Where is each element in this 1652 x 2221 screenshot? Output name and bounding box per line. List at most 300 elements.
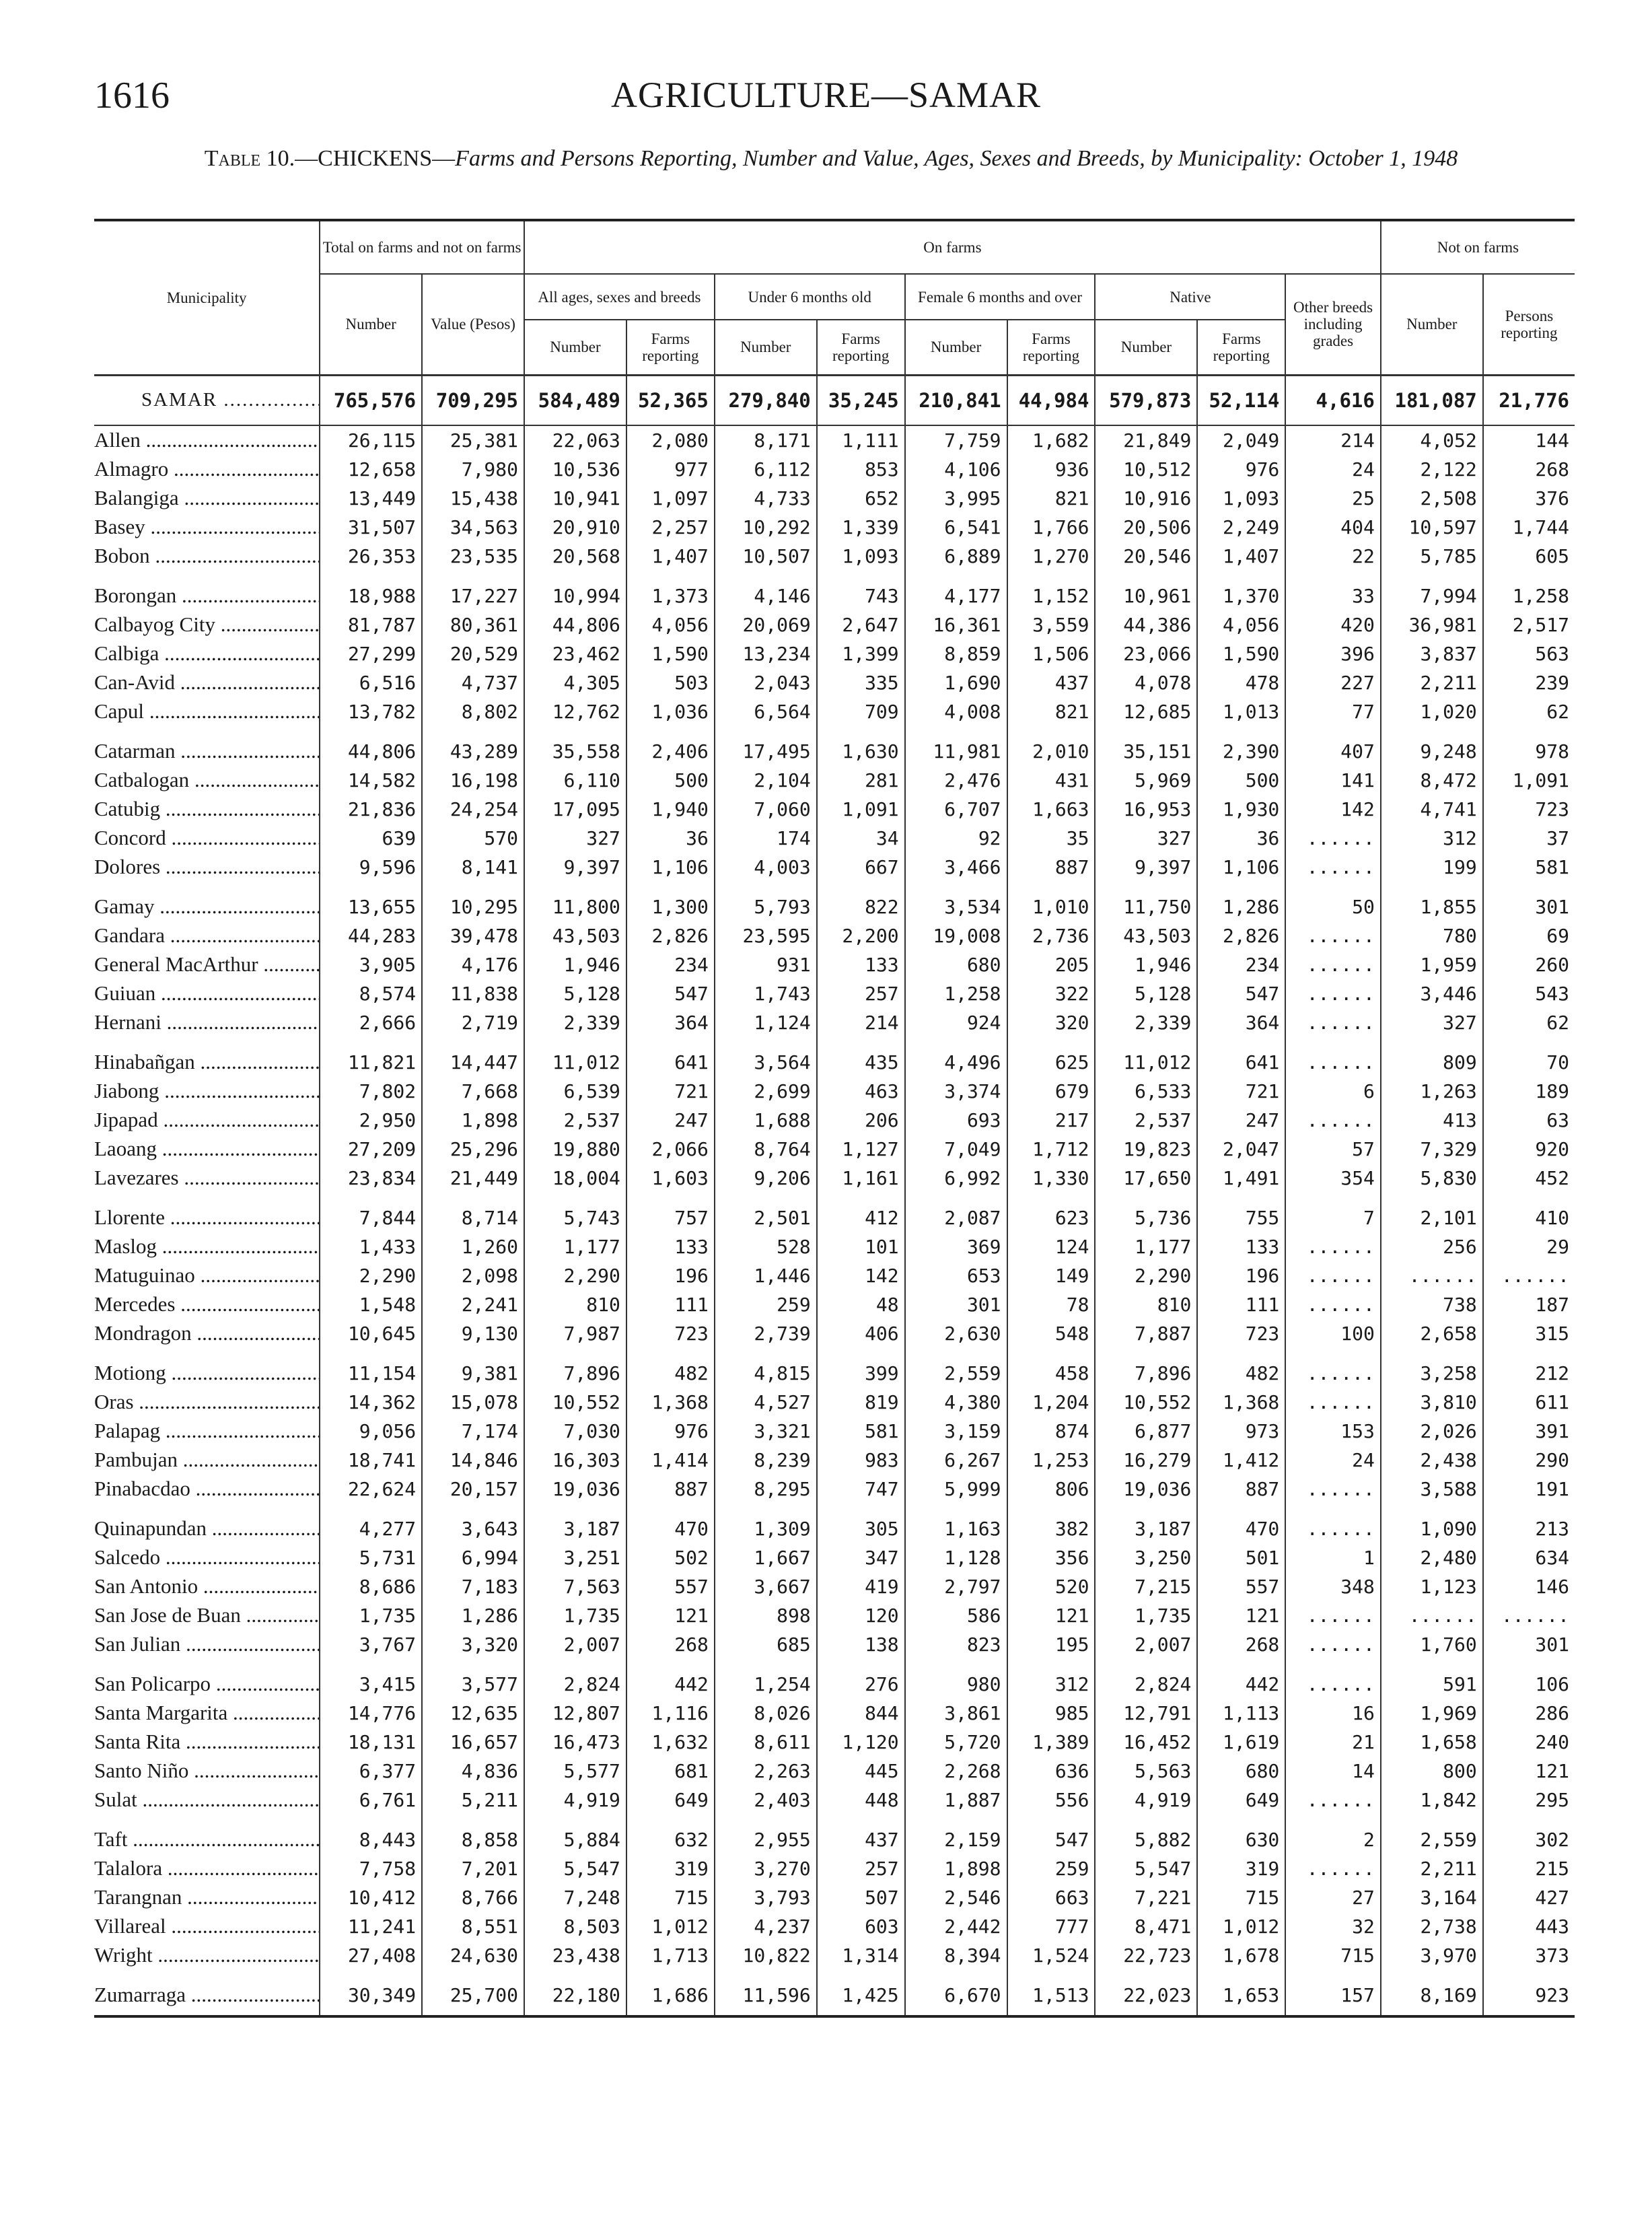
cell-total-number: 18,741 [320, 1446, 422, 1475]
cell-total-value: 23,535 [422, 542, 524, 571]
cell-under6-farms: 983 [817, 1446, 905, 1475]
cell-municipality: Lavezares ..... [94, 1164, 320, 1193]
cell-municipality: Balangiga ..... [94, 484, 320, 513]
cell-all-ages-number: 1,735 [524, 1601, 626, 1630]
cell-female6-number: 586 [905, 1601, 1007, 1630]
cell-under6-farms: 1,630 [817, 726, 905, 766]
cell-native-number: 16,953 [1095, 795, 1197, 824]
cell-under6-farms: 1,091 [817, 795, 905, 824]
table-row [94, 1475, 1575, 1504]
page-title: AGRICULTURE—SAMAR [610, 75, 1042, 115]
cell-total-value: 1,260 [422, 1232, 524, 1261]
cell-under6-farms: 48 [817, 1290, 905, 1319]
cell-total-number: 6,516 [320, 668, 422, 697]
cell-under6-number: 259 [715, 1290, 817, 1319]
cell-other-breeds: ...... [1285, 1786, 1381, 1814]
chickens-table-container [94, 219, 1575, 2018]
cell-municipality: Matuguinao ..... [94, 1261, 320, 1290]
table-row [94, 882, 1575, 921]
cell-not-on-farms-number: 9,248 [1381, 726, 1483, 766]
cell-female6-farms: 44,984 [1007, 375, 1096, 425]
cell-all-ages-farms: 1,407 [626, 542, 715, 571]
cell-all-ages-farms: 757 [626, 1193, 715, 1232]
cell-total-number: 10,645 [320, 1319, 422, 1348]
cell-total-value: 10,295 [422, 882, 524, 921]
cell-total-number: 9,056 [320, 1417, 422, 1446]
cell-other-breeds: 22 [1285, 542, 1381, 571]
table-row [94, 1348, 1575, 1388]
cell-municipality: Talalora ..... [94, 1854, 320, 1883]
table-row [94, 1601, 1575, 1630]
cell-total-number: 44,806 [320, 726, 422, 766]
cell-all-ages-farms: 977 [626, 455, 715, 484]
cell-all-ages-number: 7,030 [524, 1417, 626, 1446]
cell-under6-number: 4,815 [715, 1348, 817, 1388]
cell-under6-farms: 1,314 [817, 1941, 905, 1970]
cell-not-on-farms-number: 7,994 [1381, 571, 1483, 610]
cell-female6-farms: 985 [1007, 1699, 1096, 1728]
cell-not-on-farms-number: 1,658 [1381, 1728, 1483, 1757]
cell-all-ages-farms: 111 [626, 1290, 715, 1319]
table-row [94, 1786, 1575, 1814]
cell-all-ages-number: 10,536 [524, 455, 626, 484]
cell-persons-reporting: 581 [1483, 853, 1575, 882]
cell-persons-reporting: 63 [1483, 1106, 1575, 1135]
cell-under6-farms: 101 [817, 1232, 905, 1261]
cell-all-ages-farms: 641 [626, 1037, 715, 1077]
cell-total-number: 2,666 [320, 1008, 422, 1037]
cell-female6-number: 3,995 [905, 484, 1007, 513]
cell-total-number: 8,686 [320, 1572, 422, 1601]
cell-native-number: 35,151 [1095, 726, 1197, 766]
cell-municipality: San Jose de Buan ..... [94, 1601, 320, 1630]
cell-total-value: 15,438 [422, 484, 524, 513]
cell-native-number: 3,250 [1095, 1543, 1197, 1572]
cell-native-number: 5,969 [1095, 766, 1197, 795]
cell-native-farms: 196 [1197, 1261, 1285, 1290]
cell-female6-number: 2,087 [905, 1193, 1007, 1232]
cell-persons-reporting: 121 [1483, 1757, 1575, 1786]
table-row [94, 1077, 1575, 1106]
cell-all-ages-farms: 442 [626, 1659, 715, 1699]
cell-other-breeds: ...... [1285, 1475, 1381, 1504]
cell-total-value: 1,286 [422, 1601, 524, 1630]
cell-under6-farms: 747 [817, 1475, 905, 1504]
cell-native-number: 8,471 [1095, 1912, 1197, 1941]
cell-not-on-farms-number: 8,169 [1381, 1970, 1483, 2016]
header-female-6-farms: Farms reporting [1007, 320, 1096, 375]
cell-total-value: 2,241 [422, 1290, 524, 1319]
cell-all-ages-farms: 2,066 [626, 1135, 715, 1164]
cell-municipality: San Antonio ..... [94, 1572, 320, 1601]
cell-municipality: Laoang ..... [94, 1135, 320, 1164]
cell-all-ages-farms: 887 [626, 1475, 715, 1504]
cell-municipality: Oras ..... [94, 1388, 320, 1417]
cell-female6-farms: 936 [1007, 455, 1096, 484]
cell-native-number: 12,685 [1095, 697, 1197, 726]
cell-persons-reporting: 240 [1483, 1728, 1575, 1757]
cell-total-number: 13,782 [320, 697, 422, 726]
cell-all-ages-farms: 721 [626, 1077, 715, 1106]
table-row [94, 1135, 1575, 1164]
cell-persons-reporting: 723 [1483, 795, 1575, 824]
cell-native-number: 7,887 [1095, 1319, 1197, 1348]
cell-persons-reporting: 427 [1483, 1883, 1575, 1912]
cell-all-ages-farms: 121 [626, 1601, 715, 1630]
cell-total-value: 25,381 [422, 425, 524, 455]
cell-under6-number: 1,309 [715, 1504, 817, 1543]
cell-native-number: 579,873 [1095, 375, 1197, 425]
cell-total-number: 44,283 [320, 921, 422, 950]
cell-total-number: 1,548 [320, 1290, 422, 1319]
cell-under6-number: 1,688 [715, 1106, 817, 1135]
cell-native-farms: 715 [1197, 1883, 1285, 1912]
cell-female6-number: 5,999 [905, 1475, 1007, 1504]
cell-not-on-farms-number: 413 [1381, 1106, 1483, 1135]
cell-female6-farms: 1,513 [1007, 1970, 1096, 2016]
cell-under6-farms: 819 [817, 1388, 905, 1417]
cell-female6-number: 2,442 [905, 1912, 1007, 1941]
cell-under6-farms: 1,111 [817, 425, 905, 455]
cell-other-breeds: 27 [1285, 1883, 1381, 1912]
cell-other-breeds: ...... [1285, 1388, 1381, 1417]
cell-persons-reporting: 191 [1483, 1475, 1575, 1504]
table-row [94, 795, 1575, 824]
cell-female6-number: 1,128 [905, 1543, 1007, 1572]
cell-under6-number: 2,104 [715, 766, 817, 795]
cell-under6-number: 11,596 [715, 1970, 817, 2016]
cell-native-farms: 36 [1197, 824, 1285, 853]
cell-female6-farms: 356 [1007, 1543, 1096, 1572]
cell-under6-number: 10,292 [715, 513, 817, 542]
cell-not-on-farms-number: 181,087 [1381, 375, 1483, 425]
cell-native-number: 810 [1095, 1290, 1197, 1319]
cell-not-on-farms-number: 2,211 [1381, 668, 1483, 697]
cell-persons-reporting: 69 [1483, 921, 1575, 950]
cell-all-ages-number: 2,339 [524, 1008, 626, 1037]
cell-municipality: Santa Rita ..... [94, 1728, 320, 1757]
header-total-group: Total on farms and not on farms [320, 220, 524, 274]
cell-under6-farms: 1,161 [817, 1164, 905, 1193]
cell-total-number: 13,449 [320, 484, 422, 513]
cell-not-on-farms-number: 2,122 [1381, 455, 1483, 484]
cell-not-on-farms-number: 199 [1381, 853, 1483, 882]
cell-native-number: 12,791 [1095, 1699, 1197, 1728]
cell-other-breeds: 21 [1285, 1728, 1381, 1757]
cell-persons-reporting: 302 [1483, 1814, 1575, 1854]
cell-municipality: Catubig ..... [94, 795, 320, 824]
table-row [94, 1757, 1575, 1786]
cell-persons-reporting: 290 [1483, 1446, 1575, 1475]
cell-total-number: 6,377 [320, 1757, 422, 1786]
cell-native-farms: 133 [1197, 1232, 1285, 1261]
cell-total-value: 8,858 [422, 1814, 524, 1854]
cell-native-farms: 547 [1197, 979, 1285, 1008]
table-row-total [94, 375, 1575, 425]
cell-total-value: 5,211 [422, 1786, 524, 1814]
cell-native-number: 5,563 [1095, 1757, 1197, 1786]
cell-persons-reporting: 260 [1483, 950, 1575, 979]
table-row [94, 1659, 1575, 1699]
cell-native-farms: 52,114 [1197, 375, 1285, 425]
cell-total-number: 765,576 [320, 375, 422, 425]
cell-total-value: 12,635 [422, 1699, 524, 1728]
cell-female6-number: 369 [905, 1232, 1007, 1261]
cell-persons-reporting: 2,517 [1483, 610, 1575, 639]
cell-other-breeds: ...... [1285, 1008, 1381, 1037]
cell-female6-farms: 1,270 [1007, 542, 1096, 571]
cell-female6-farms: 1,663 [1007, 795, 1096, 824]
cell-other-breeds: ...... [1285, 853, 1381, 882]
cell-native-number: 20,546 [1095, 542, 1197, 571]
table-row [94, 1193, 1575, 1232]
cell-all-ages-number: 810 [524, 1290, 626, 1319]
cell-female6-number: 16,361 [905, 610, 1007, 639]
cell-not-on-farms-number: 1,020 [1381, 697, 1483, 726]
cell-native-number: 5,547 [1095, 1854, 1197, 1883]
header-total-number: Number [320, 274, 422, 375]
cell-not-on-farms-number: 256 [1381, 1232, 1483, 1261]
table-row [94, 1164, 1575, 1193]
cell-municipality: Concord ..... [94, 824, 320, 853]
cell-under6-number: 4,527 [715, 1388, 817, 1417]
cell-all-ages-number: 7,563 [524, 1572, 626, 1601]
cell-native-farms: 1,113 [1197, 1699, 1285, 1728]
cell-persons-reporting: 37 [1483, 824, 1575, 853]
cell-native-number: 19,036 [1095, 1475, 1197, 1504]
cell-not-on-farms-number: 2,438 [1381, 1446, 1483, 1475]
cell-municipality: Dolores ..... [94, 853, 320, 882]
cell-total-value: 4,737 [422, 668, 524, 697]
cell-all-ages-number: 3,251 [524, 1543, 626, 1572]
cell-total-number: 7,758 [320, 1854, 422, 1883]
cell-municipality: Motiong ..... [94, 1348, 320, 1388]
table-row [94, 1728, 1575, 1757]
cell-under6-farms: 853 [817, 455, 905, 484]
cell-native-farms: 4,056 [1197, 610, 1285, 639]
table-row [94, 979, 1575, 1008]
cell-all-ages-number: 7,987 [524, 1319, 626, 1348]
cell-total-number: 2,950 [320, 1106, 422, 1135]
table-row [94, 1970, 1575, 2016]
cell-other-breeds: 214 [1285, 425, 1381, 455]
cell-municipality: Calbiga ..... [94, 639, 320, 668]
cell-not-on-farms-number: 5,785 [1381, 542, 1483, 571]
cell-female6-farms: 1,524 [1007, 1941, 1096, 1970]
cell-total-value: 4,176 [422, 950, 524, 979]
cell-native-farms: 1,368 [1197, 1388, 1285, 1417]
header-under-6-months: Under 6 months old [715, 274, 905, 320]
cell-native-farms: 500 [1197, 766, 1285, 795]
cell-under6-farms: 603 [817, 1912, 905, 1941]
cell-female6-number: 4,496 [905, 1037, 1007, 1077]
cell-native-number: 21,849 [1095, 425, 1197, 455]
cell-female6-number: 2,268 [905, 1757, 1007, 1786]
cell-native-farms: 2,047 [1197, 1135, 1285, 1164]
cell-all-ages-number: 8,503 [524, 1912, 626, 1941]
cell-female6-number: 1,258 [905, 979, 1007, 1008]
table-row [94, 455, 1575, 484]
cell-total-value: 24,630 [422, 1941, 524, 1970]
cell-native-farms: 121 [1197, 1601, 1285, 1630]
cell-total-value: 709,295 [422, 375, 524, 425]
cell-not-on-farms-number: 780 [1381, 921, 1483, 950]
cell-not-on-farms-number: 10,597 [1381, 513, 1483, 542]
cell-municipality: Allen ..... [94, 425, 320, 455]
cell-female6-number: 2,546 [905, 1883, 1007, 1912]
cell-under6-number: 3,793 [715, 1883, 817, 1912]
cell-persons-reporting: ...... [1483, 1601, 1575, 1630]
cell-other-breeds: ...... [1285, 1348, 1381, 1388]
cell-under6-farms: 120 [817, 1601, 905, 1630]
cell-all-ages-number: 2,824 [524, 1659, 626, 1699]
cell-female6-number: 4,380 [905, 1388, 1007, 1417]
cell-total-number: 18,131 [320, 1728, 422, 1757]
cell-female6-number: 6,707 [905, 795, 1007, 824]
cell-other-breeds: 407 [1285, 726, 1381, 766]
cell-all-ages-farms: 2,826 [626, 921, 715, 950]
cell-female6-number: 680 [905, 950, 1007, 979]
cell-under6-number: 7,060 [715, 795, 817, 824]
cell-not-on-farms-number: 36,981 [1381, 610, 1483, 639]
cell-under6-farms: 652 [817, 484, 905, 513]
cell-all-ages-number: 7,896 [524, 1348, 626, 1388]
cell-native-farms: 630 [1197, 1814, 1285, 1854]
cell-under6-farms: 335 [817, 668, 905, 697]
cell-persons-reporting: 70 [1483, 1037, 1575, 1077]
cell-other-breeds: 153 [1285, 1417, 1381, 1446]
cell-female6-farms: 2,010 [1007, 726, 1096, 766]
table-row [94, 571, 1575, 610]
cell-native-farms: 649 [1197, 1786, 1285, 1814]
header-municipality: Municipality [94, 220, 320, 375]
cell-municipality: Sulat ..... [94, 1786, 320, 1814]
cell-under6-number: 23,595 [715, 921, 817, 950]
cell-total-value: 7,174 [422, 1417, 524, 1446]
cell-native-farms: 1,930 [1197, 795, 1285, 824]
cell-total-value: 16,657 [422, 1728, 524, 1757]
cell-municipality: Guiuan ..... [94, 979, 320, 1008]
cell-female6-farms: 556 [1007, 1786, 1096, 1814]
cell-under6-number: 13,234 [715, 639, 817, 668]
cell-not-on-farms-number: 2,508 [1381, 484, 1483, 513]
cell-not-on-farms-number: 1,855 [1381, 882, 1483, 921]
cell-total-number: 5,731 [320, 1543, 422, 1572]
cell-persons-reporting: 295 [1483, 1786, 1575, 1814]
header-all-ages-number: Number [524, 320, 626, 375]
table-row [94, 1941, 1575, 1970]
cell-total-value: 34,563 [422, 513, 524, 542]
table-row [94, 1543, 1575, 1572]
cell-all-ages-farms: 1,632 [626, 1728, 715, 1757]
cell-all-ages-number: 17,095 [524, 795, 626, 824]
cell-under6-farms: 1,425 [817, 1970, 905, 2016]
cell-all-ages-farms: 470 [626, 1504, 715, 1543]
table-row [94, 1008, 1575, 1037]
cell-native-farms: 1,653 [1197, 1970, 1285, 2016]
cell-other-breeds: ...... [1285, 1630, 1381, 1659]
cell-under6-farms: 581 [817, 1417, 905, 1446]
cell-female6-farms: 874 [1007, 1417, 1096, 1446]
cell-other-breeds: 25 [1285, 484, 1381, 513]
cell-all-ages-farms: 1,097 [626, 484, 715, 513]
cell-female6-number: 7,759 [905, 425, 1007, 455]
cell-other-breeds: 420 [1285, 610, 1381, 639]
cell-not-on-farms-number: 1,969 [1381, 1699, 1483, 1728]
cell-not-on-farms-number: 591 [1381, 1659, 1483, 1699]
table-row [94, 542, 1575, 571]
table-row [94, 921, 1575, 950]
cell-all-ages-farms: 234 [626, 950, 715, 979]
cell-total-value: 43,289 [422, 726, 524, 766]
cell-all-ages-farms: 1,300 [626, 882, 715, 921]
cell-persons-reporting: 634 [1483, 1543, 1575, 1572]
cell-under6-farms: 133 [817, 950, 905, 979]
cell-under6-number: 174 [715, 824, 817, 853]
cell-municipality: Borongan ..... [94, 571, 320, 610]
cell-all-ages-farms: 502 [626, 1543, 715, 1572]
cell-native-farms: 2,049 [1197, 425, 1285, 455]
cell-municipality: San Julian ..... [94, 1630, 320, 1659]
cell-persons-reporting: 286 [1483, 1699, 1575, 1728]
cell-female6-number: 6,267 [905, 1446, 1007, 1475]
cell-not-on-farms-number: 809 [1381, 1037, 1483, 1077]
cell-all-ages-number: 35,558 [524, 726, 626, 766]
cell-native-number: 6,533 [1095, 1077, 1197, 1106]
cell-other-breeds: ...... [1285, 1504, 1381, 1543]
caption-lead: Table 10.—CHICKENS— [204, 146, 456, 171]
cell-total-number: 9,596 [320, 853, 422, 882]
cell-under6-farms: 507 [817, 1883, 905, 1912]
cell-persons-reporting: 213 [1483, 1504, 1575, 1543]
cell-female6-farms: 1,253 [1007, 1446, 1096, 1475]
page-number: 1616 [94, 75, 170, 116]
cell-under6-farms: 412 [817, 1193, 905, 1232]
cell-other-breeds: ...... [1285, 921, 1381, 950]
cell-all-ages-farms: 1,116 [626, 1699, 715, 1728]
cell-all-ages-number: 19,036 [524, 1475, 626, 1504]
table-row [94, 1572, 1575, 1601]
cell-native-number: 20,506 [1095, 513, 1197, 542]
cell-total-number: 13,655 [320, 882, 422, 921]
table-row [94, 1290, 1575, 1319]
cell-municipality: Palapag ..... [94, 1417, 320, 1446]
cell-native-number: 5,882 [1095, 1814, 1197, 1854]
cell-other-breeds: 157 [1285, 1970, 1381, 2016]
cell-other-breeds: 142 [1285, 795, 1381, 824]
cell-native-farms: 557 [1197, 1572, 1285, 1601]
cell-under6-number: 2,043 [715, 668, 817, 697]
cell-persons-reporting: 543 [1483, 979, 1575, 1008]
cell-female6-farms: 195 [1007, 1630, 1096, 1659]
cell-municipality: Tarangnan ..... [94, 1883, 320, 1912]
table-row [94, 1106, 1575, 1135]
cell-total-value: 3,643 [422, 1504, 524, 1543]
cell-female6-number: 8,394 [905, 1941, 1007, 1970]
cell-all-ages-farms: 1,940 [626, 795, 715, 824]
cell-all-ages-farms: 2,080 [626, 425, 715, 455]
cell-female6-farms: 312 [1007, 1659, 1096, 1699]
cell-all-ages-number: 6,539 [524, 1077, 626, 1106]
cell-native-farms: 1,678 [1197, 1941, 1285, 1970]
cell-persons-reporting: 410 [1483, 1193, 1575, 1232]
cell-total-value: 4,836 [422, 1757, 524, 1786]
cell-all-ages-farms: 2,406 [626, 726, 715, 766]
cell-native-number: 1,735 [1095, 1601, 1197, 1630]
cell-not-on-farms-number: 1,090 [1381, 1504, 1483, 1543]
cell-total-value: 8,141 [422, 853, 524, 882]
cell-not-on-farms-number: 8,472 [1381, 766, 1483, 795]
